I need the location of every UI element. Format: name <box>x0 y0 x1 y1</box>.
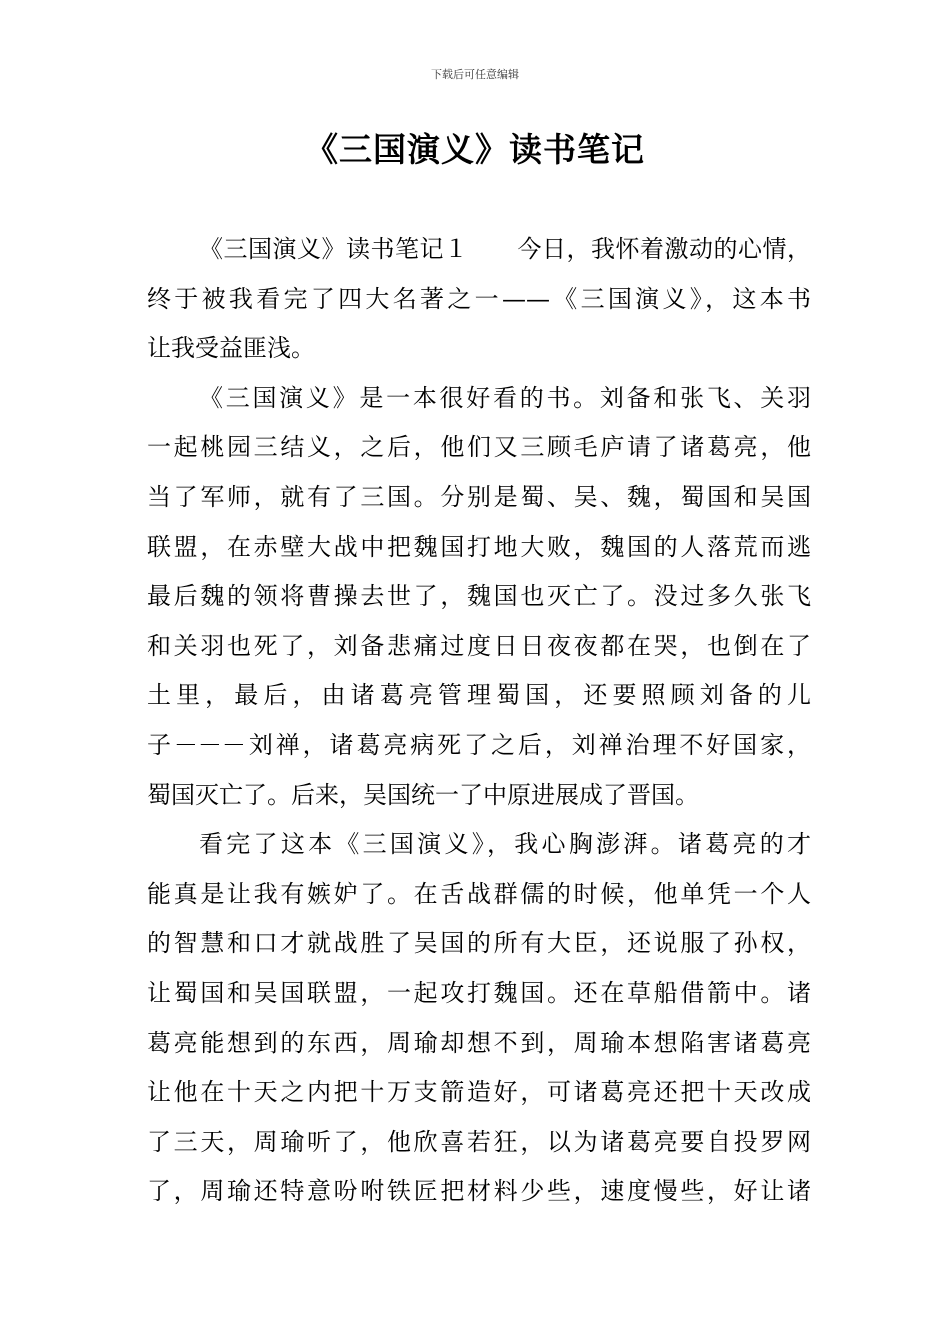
text-line: 和关羽也死了，刘备悲痛过度日日夜夜都在哭，也倒在了 <box>147 631 811 660</box>
document-title: 《三国演义》读书笔记 <box>305 130 645 169</box>
text-line: 一起桃园三结义，之后，他们又三顾毛庐请了诸葛亮，他 <box>147 433 811 462</box>
text-line: 蜀国灭亡了。后来，吴国统一了中原进展成了晋国。 <box>147 780 699 809</box>
text-line: 了，周瑜还特意吩咐铁匠把材料少些，速度慢些，好让诸 <box>147 1177 811 1206</box>
text-line: 《三国演义》读书笔记１ 今日，我怀着激动的心情， <box>199 235 811 263</box>
text-line: 看完了这本《三国演义》，我心胸澎湃。诸葛亮的才 <box>199 830 811 859</box>
text-line: 当了军师，就有了三国。分别是蜀、吴、魏，蜀国和吴国 <box>147 482 811 511</box>
text-line: 让蜀国和吴国联盟，一起攻打魏国。还在草船借箭中。诸 <box>147 978 811 1007</box>
text-line: 葛亮能想到的东西，周瑜却想不到，周瑜本想陷害诸葛亮 <box>147 1028 811 1057</box>
text-line: 让我受益匪浅。 <box>147 334 315 363</box>
text-line: 终于被我看完了四大名著之一——《三国演义》，这本书 <box>147 284 811 313</box>
text-line: 联盟，在赤壁大战中把魏国打地大败，魏国的人落荒而逃 <box>147 532 811 561</box>
header-note: 下载后可任意编辑 <box>431 68 519 81</box>
text-line: 让他在十天之内把十万支箭造好，可诸葛亮还把十天改成 <box>147 1078 811 1107</box>
text-line: 土里，最后，由诸葛亮管理蜀国，还要照顾刘备的儿 <box>147 681 811 710</box>
text-line: 了三天，周瑜听了，他欣喜若狂，以为诸葛亮要自投罗网 <box>147 1127 811 1156</box>
text-line: 子－－－刘禅，诸葛亮病死了之后，刘禅治理不好国家， <box>147 730 811 759</box>
text-line: 《三国演义》是一本很好看的书。刘备和张飞、关羽 <box>199 383 811 412</box>
text-line: 能真是让我有嫉妒了。在舌战群儒的时候，他单凭一个人 <box>147 879 811 908</box>
text-line: 最后魏的领将曹操去世了，魏国也灭亡了。没过多久张飞 <box>147 582 811 611</box>
text-line: 的智慧和口才就战胜了吴国的所有大臣，还说服了孙权， <box>147 929 811 958</box>
document-body <box>147 225 811 1217</box>
